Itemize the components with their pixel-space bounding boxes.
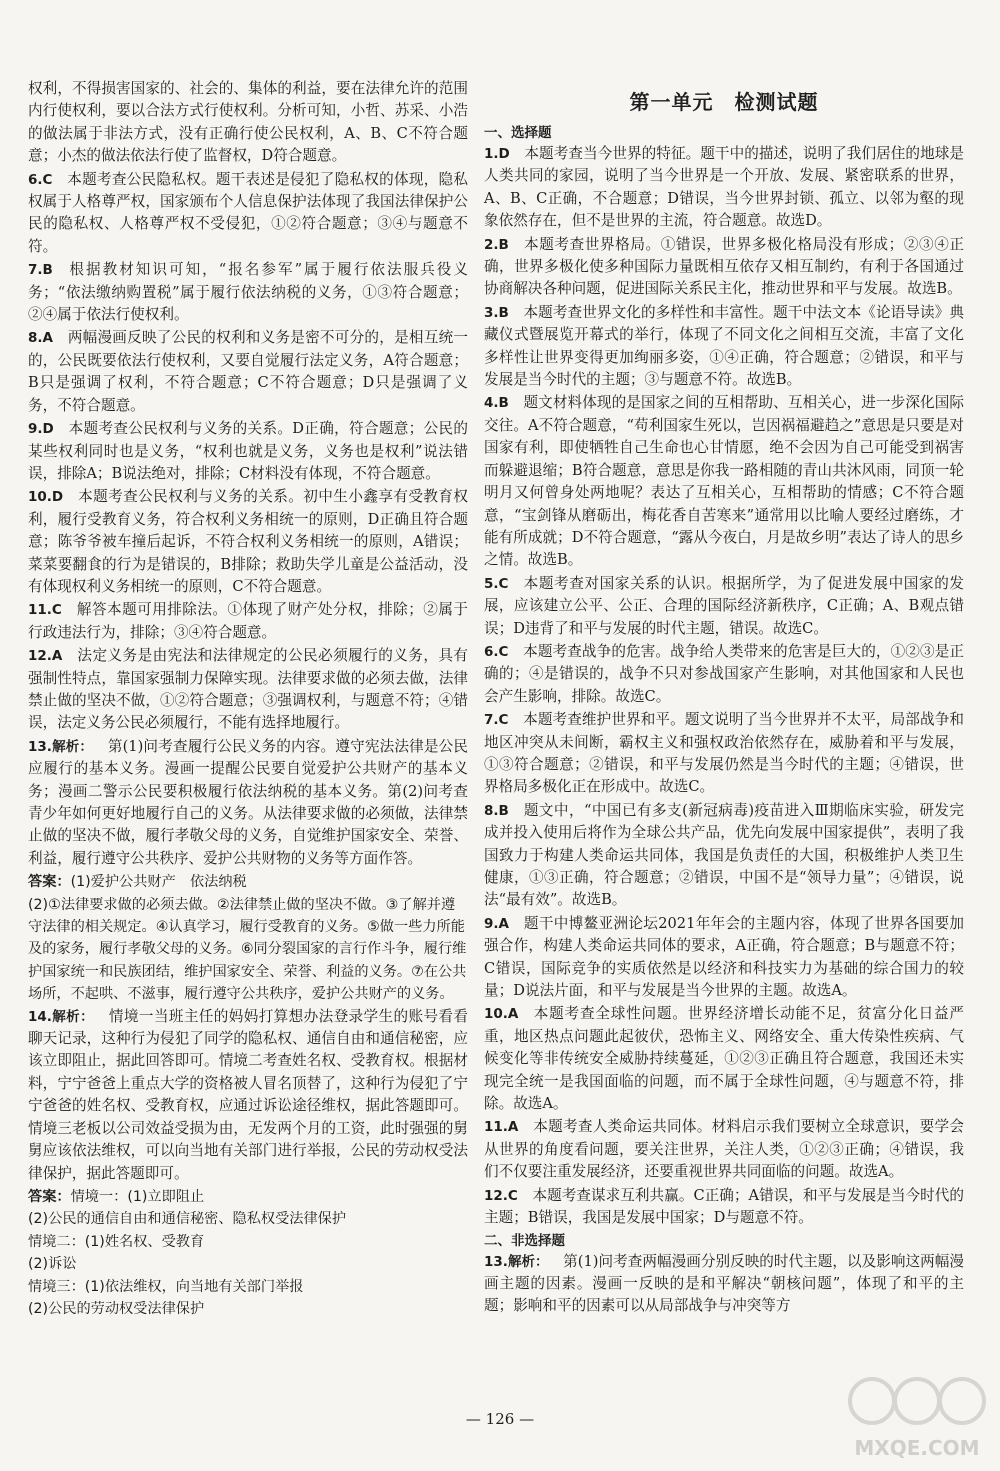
question-number: 12.C xyxy=(484,1187,518,1204)
answer-text: 本题考查当今世界的特征。题干中的描述，说明了我们居住的地球是人类共同的家园，说明了当今世界是一个开放、发展、紧密联系的世界，A、B、C正确，不合题意；D错误，当今世界封锁、孤立、以邻为壑的现象依然存在，但不是世界的主流，符合题意。故选D。 xyxy=(484,145,964,230)
question-number: 7.C xyxy=(484,712,509,729)
answer-line xyxy=(28,1186,468,1208)
right-answer-list xyxy=(484,143,964,1230)
question-number: 2.B xyxy=(484,236,509,253)
section-heading-nonchoice: 二、非选择题 xyxy=(484,1232,565,1249)
answer-item xyxy=(484,392,964,571)
answer-line xyxy=(28,1298,468,1320)
answer-item xyxy=(484,1003,964,1115)
answer-text: 题干中博鳌亚洲论坛2021年年会的主题内容，体现了世界各国要加强合作，构建人类命运共同体的要求，A正确，符合题意；B与题意不符；C错误，国际竞争的实质依然是以经济和科技实力为基础的综合国力的较量；D说法片面，和平与发展是当今世界的主题。故选A。 xyxy=(484,914,964,1000)
answer-text: 本题考查世界格局。①错误，世界多极化格局没有形成；②③④正确，世界多极化使多种国际力量既相互依存又相互制约，有利于各国通过协商解决各种问题，促进国际关系民主化，推动世界和平与发展。故选B。 xyxy=(484,235,964,298)
answer-text: 本题考查世界文化的多样性和丰富性。题干中法文本《论语导读》典藏仪式暨展览开幕式的举行，体现了不同文化之间相互交流，丰富了文化多样性让世界变得更加绚丽多姿，①④正确，符合题意；②错误，和平与发展是当今时代的主题；③与题意不符。故选B。 xyxy=(484,303,964,389)
answer-text: 第(1)问考查两幅漫画分别反映的时代主题，以及影响这两幅漫画主题的因素。漫画一反映的是和平解决“朝核问题”，体现了和平的主题；影响和平的因素可以从局部战争与冲突等方 xyxy=(484,1252,964,1315)
answer-text: 本题考查公民权利与义务的关系。初中生小鑫享有受教育权利，履行受教育义务，符合权利义务相统一的原则，D正确且符合题意；陈爷爷被车撞后起诉，不符合权利义务相统一的原则，A错误；菜菜要翻食的行为是错误的，B排除；救助失学儿童是公益活动，没有体现权利义务相统一的原则，C不符合题意。 xyxy=(28,488,468,595)
question-number: 9.A xyxy=(484,915,509,932)
answer-line xyxy=(28,1208,468,1230)
question-number: 5.C xyxy=(484,575,509,592)
answer-item xyxy=(484,302,964,392)
answer-text: 题文中，“中国已有多支(新冠病毒)疫苗进入Ⅲ期临床实验，研发完成并投入使用后将作为全球公共产品，优先向发展中国家提供”，表明了我国致力于构建人类命运共同体，我国是负责任的大国，积极维护人类卫生健康，①③正确，符合题意；②错误，中国不是“领导力量”；④错误，说法“最有效”。故选B。 xyxy=(484,801,964,909)
answer-text: 根据教材知识可知，“报名参军”属于履行依法服兵役义务；“依法缴纳购置税”属于履行依法纳税的义务，①③符合题意；②④属于依法行使权利。 xyxy=(28,261,468,324)
right-column xyxy=(484,78,964,1319)
answer-item xyxy=(28,645,468,735)
answer-line-text: 情境二：(1)姓名权、受教育 xyxy=(28,1233,205,1250)
page-number: — 126 — xyxy=(465,1410,535,1428)
answer-line xyxy=(28,871,468,893)
answer-item xyxy=(28,1006,468,1185)
answer-label: 答案： xyxy=(28,1188,71,1205)
answer-label: 答案： xyxy=(28,874,71,891)
left-column xyxy=(28,78,468,1320)
answer-text: 题文材料体现的是国家之间的互相帮助、互相关心，进一步深化国际交往。A不符合题意，“苟利国家生死以，岂因祸福避趋之”意思是只要是对国家有利，即使牺牲自己生命也心甘情愿，绝不会因为自己可能受到祸害而躲避退缩；B符合题意，意思是你我一路相随的青山共沐风雨，同顶一轮明月又何曾身处两地呢？表达了互相关心，互相帮助的情感；C不符合题意，“宝剑锋从磨砺出，梅花香自苦寒来”通常用以比喻人要经过磨练，才能有所成就；D不符合题意，“露从今夜白，月是故乡明”表达了诗人的思乡之情。故选B。 xyxy=(484,394,964,569)
question-number: 13.解析： xyxy=(484,1253,549,1270)
question-number: 11.C xyxy=(28,602,62,619)
answer-item xyxy=(28,486,468,598)
answer-item xyxy=(484,1185,964,1230)
question-number: 4.B xyxy=(484,395,509,412)
answer-text: 本题考查公民权利与义务的关系。D正确，符合题意；公民的某些权利同时也是义务，“权利也就是义务，义务也是权利”说法错误，排除A；B说法绝对，排除；C材料没有体现，不符合题意。 xyxy=(28,420,468,482)
answer-item xyxy=(28,599,468,644)
answer-item xyxy=(484,913,964,1003)
answer-text: 第(1)问考查履行公民义务的内容。遵守宪法法律是公民应履行的基本义务。漫画一提醒公民要自觉爱护公共财产的基本义务；漫画二警示公民要积极履行依法纳税的基本义务。第(2)问考查青少年如何更好地履行自己的义务。从法律要求做的必须做，法律禁止做的坚决不做，履行孝敬父母的义务，自觉维护国家安全、荣誉、利益，履行遵守公共秩序、爱护公共财物的义务等方面作答。 xyxy=(28,737,468,867)
question-number: 6.C xyxy=(484,643,509,660)
answer-line-text: (2)公民的通信自由和通信秘密、隐私权受法律保护 xyxy=(28,1211,347,1228)
answer-text: 解答本题可用排除法。①体现了财产处分权，排除；②属于行政违法行为，排除；③④符合题意。 xyxy=(28,601,468,641)
answer-line-text: 情境三：(1)依法维权，向当地有关部门举报 xyxy=(28,1278,304,1295)
question-number: 10.D xyxy=(28,489,64,506)
unit-title: 第一单元 检测试题 xyxy=(629,90,819,114)
answer-item xyxy=(28,327,468,417)
answer-text: 本题考查全球性问题。世界经济增长动能不足，贫富分化日益严重，地区热点问题此起彼伏，恐怖主义、网络安全、重大传染性疾病、气候变化等非传统安全威胁持续蔓延，①②③正确且符合题意，我国还未实现完全统一是我国面临的问题，而不属于全球性问题，④与题意不符，排除。故选A。 xyxy=(484,1005,964,1113)
section-heading-choice: 一、选择题 xyxy=(484,125,552,141)
answer-item xyxy=(28,169,468,259)
answer-line-text: (2)诉讼 xyxy=(28,1256,77,1273)
answer-line xyxy=(28,894,468,1006)
answer-text: 本题考查谋求互利共赢。C正确；A错误，和平与发展是当今时代的主题；B错误，我国是发展中国家；D与题意不符。 xyxy=(484,1186,964,1227)
answer-item xyxy=(484,143,964,233)
answer-item xyxy=(28,736,468,870)
answer-item xyxy=(484,641,964,708)
answer-text: 权利，不得损害国家的、社会的、集体的利益，要在法律允许的范围内行使权利，要以合法方式行使权利。分析可知，小哲、苏采、小浩的做法属于非法方式，没有正确行使公民权利，A、B、C不符合题意；小杰的做法依法行使了监督权，D符合题意。 xyxy=(28,80,468,165)
answer-line xyxy=(28,1253,468,1275)
answer-item xyxy=(484,234,964,301)
question-number: 8.B xyxy=(484,802,509,819)
answer-text: 本题考查战争的危害。战争给人类带来的危害是巨大的，①②③是正确的；④是错误的，战争不只对参战国家产生影响，对其他国家和人民也会产生影响，排除。故选C。 xyxy=(484,642,964,705)
answer-line-text: (2)①法律要求做的必须去做。②法律禁止做的坚决不做。③了解并遵守法律的相关规定。④认真学习，履行受教育的义务。⑤做一些力所能及的家务，履行孝敬父母的义务。⑥同分裂国家的言行作斗争，履行维护国家统一和民族团结，维护国家安全、荣誉、利益的义务。⑦在公共场所，不起哄、不滋事，履行遵守公共秩序，爱护公共财产的义务。 xyxy=(28,896,467,1003)
answer-text: 法定义务是由宪法和法律规定的公民必须履行的义务，具有强制性特点，靠国家强制力保障实现。法律要求做的必须去做，法律禁止做的坚决不做，①②符合题意；③强调权利，与题意不符；④错误，法定义务公民必须履行，不能有选择地履行。 xyxy=(28,647,468,732)
question-number: 9.D xyxy=(28,421,54,438)
question-number: 10.A xyxy=(484,1006,519,1023)
answer-line xyxy=(28,1276,468,1298)
answer-item xyxy=(28,78,468,168)
answer-text: 本题考查公民隐私权。题干表述是侵犯了隐私权的体现，隐私权属于人格尊严权，国家颁布个人信息保护法体现了我国法律保护公民的隐私权、人格尊严权不受侵犯，①②符合题意；③④与题意不符。 xyxy=(28,170,468,255)
answer-line-text: 情境一：(1)立即阻止 xyxy=(70,1188,205,1205)
answer-text: 本题考查维护世界和平。题文说明了当今世界并不太平，局部战争和地区冲突从未间断，霸权主义和强权政治依然存在，威胁着和平与发展，①③符合题意；②错误，和平与发展仍然是当今时代的主题；④错误，世界格局多极化正在形成中。故选C。 xyxy=(484,711,964,796)
question-number: 7.B xyxy=(28,262,53,279)
answer-item xyxy=(484,1116,964,1183)
answer-item xyxy=(484,1251,964,1318)
question-number: 8.A xyxy=(28,330,53,347)
answer-line xyxy=(28,1231,468,1253)
answer-text: 情境一当班主任的妈妈打算想办法登录学生的账号看看聊天记录，这种行为侵犯了同学的隐私权、通信自由和通信秘密，应该立即阻止，据此回答即可。情境二考查姓名权、受教育权。根据材料，宁宁爸爸上重点大学的资格被人冒名顶替了，这种行为侵犯了宁宁爸爸的姓名权、受教育权，应通过诉讼途径维权，据此答题即可。情境三老板以公司效益受损为由，无发两个月的工资，此时强强的舅舅应该依法维权，可以向当地有关部门进行举报，公民的劳动权受法律保护，据此答题即可。 xyxy=(28,1007,468,1182)
watermark-text: MXQE.COM xyxy=(854,1436,980,1460)
question-number: 6.C xyxy=(28,171,53,188)
question-number: 11.A xyxy=(484,1119,519,1136)
answer-line-text: (1)爱护公共财产 依法纳税 xyxy=(70,874,247,891)
answer-text: 两幅漫画反映了公民的权利和义务是密不可分的，是相互统一的，公民既要依法行使权利，又要自觉履行法定义务，A符合题意；B只是强调了权利，不符合题意；C不符合题意；D只是强调了义务，不符合题意。 xyxy=(28,329,468,414)
answer-text: 本题考查对国家关系的认识。根据所学，为了促进发展中国家的发展，应该建立公平、公正、合理的国际经济新秩序，C正确；A、B观点错误；D违背了和平与发展的时代主题，错误。故选C。 xyxy=(484,574,964,637)
question-number: 14.解析： xyxy=(28,1008,94,1025)
answer-line-text: (2)公民的劳动权受法律保护 xyxy=(28,1300,205,1317)
answer-item xyxy=(28,259,468,326)
question-number: 13.解析： xyxy=(28,738,94,755)
answer-text: 本题考查人类命运共同体。材料启示我们要树立全球意识，要学会从世界的角度看问题，要关注世界，关注人类，①②③正确；④错误，我们不仅要注重发展经济，还要重视世界共同面临的问题。故选A。 xyxy=(484,1118,964,1181)
question-number: 3.B xyxy=(484,304,509,321)
question-number: 1.D xyxy=(484,146,510,162)
answer-item xyxy=(484,800,964,912)
right-question-13 xyxy=(484,1251,964,1318)
question-number: 12.A xyxy=(28,648,63,665)
watermark-logo xyxy=(842,1369,992,1465)
answer-item xyxy=(28,418,468,485)
answer-item xyxy=(484,573,964,640)
answer-item xyxy=(484,709,964,799)
